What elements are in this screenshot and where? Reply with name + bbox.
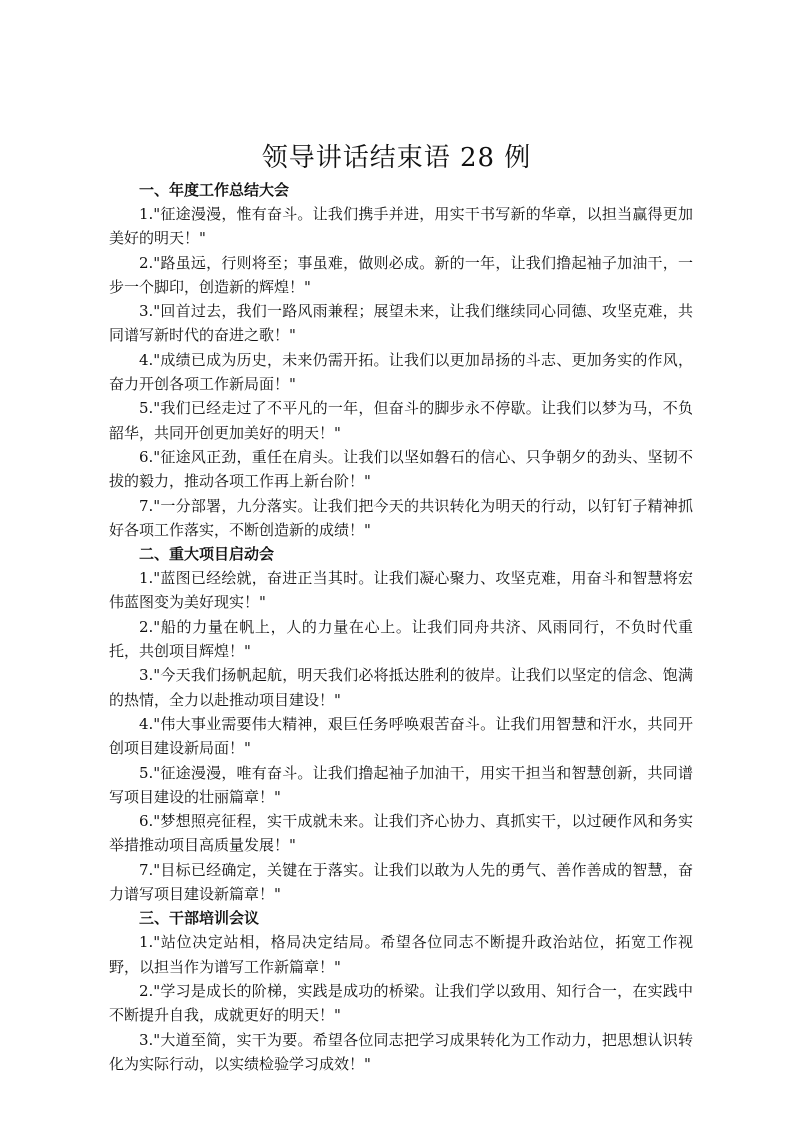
section-heading: 一、年度工作总结大会 [139,181,290,199]
section-project-launch [109,542,693,906]
list-item: 3."回首过去，我们一路风雨兼程；展望未来，让我们继续同心同德、攻坚克难，共同谱写新时代的奋进之歌！" [109,302,693,345]
list-item: 1."蓝图已经绘就，奋进正当其时。让我们凝心聚力、攻坚克难，用奋斗和智慧将宏伟蓝图变为美好现实！" [109,569,693,612]
section-annual-summary [109,178,693,542]
list-item: 4."伟大事业需要伟大精神，艰巨任务呼唤艰苦奋斗。让我们用智慧和汗水，共同开创项目建设新局面！" [109,714,693,758]
document-title: 领导讲话结束语 28 例 [261,143,532,173]
list-item: 7."一分部署，九分落实。让我们把今天的共识转化为明天的行动，以钉钉子精神抓好各项工作落实，不断创造新的成绩！" [109,496,693,539]
list-item: 3."今天我们扬帆起航，明天我们必将抵达胜利的彼岸。让我们以坚定的信念、饱满的热情，全力以赴推动项目建设！" [109,666,693,709]
section-heading: 三、干部培训会议 [139,909,260,928]
list-item: 3."大道至简，实干为要。希望各位同志把学习成果转化为工作动力，把思想认识转化为实际行动，以实绩检验学习成效！" [109,1030,693,1073]
list-item: 6."征途风正劲，重任在肩头。让我们以坚如磐石的信心、只争朝夕的劲头、坚韧不拔的毅力，推动各项工作再上新台阶！" [109,447,693,491]
document-body [109,178,693,1076]
list-item: 2."船的力量在帆上，人的力量在心上。让我们同舟共济、风雨同行，不负时代重托，共创项目辉煌！" [109,617,693,661]
section-cadre-training [109,906,693,1076]
list-item: 6."梦想照亮征程，实干成就未来。让我们齐心协力、真抓实干，以过硬作风和务实举措推动项目高质量发展！" [109,812,693,855]
list-item: 2."路虽远，行则将至；事虽难，做则必成。新的一年，让我们撸起袖子加油干，一步一个脚印，创造新的辉煌！" [109,253,693,296]
list-item: 2."学习是成长的阶梯，实践是成功的桥梁。让我们学以致用、知行合一，在实践中不断提升自我，成就更好的明天！" [109,981,693,1025]
section-heading: 二、重大项目启动会 [139,545,275,564]
list-item: 7."目标已经确定，关键在于落实。让我们以敢为人先的勇气、善作善成的智慧，奋力谱写项目建设新篇章！" [109,860,693,904]
list-item: 1."征途漫漫，惟有奋斗。让我们携手并进，用实干书写新的华章，以担当赢得更加美好的明天！" [109,205,693,248]
list-item: 5."我们已经走过了不平凡的一年，但奋斗的脚步永不停歇。让我们以梦为马，不负韶华，共同开创更加美好的明天！" [109,399,693,442]
list-item: 5."征途漫漫，唯有奋斗。让我们撸起袖子加油干，用实干担当和智慧创新，共同谱写项目建设的壮丽篇章！" [109,763,693,806]
list-item: 4."成绩已成为历史，未来仍需开拓。让我们以更加昂扬的斗志、更加务实的作风，奋力开创各项工作新局面！" [109,350,693,394]
list-item: 1."站位决定站相，格局决定结局。希望各位同志不断提升政治站位，拓宽工作视野，以担当作为谱写工作新篇章！" [109,933,693,976]
